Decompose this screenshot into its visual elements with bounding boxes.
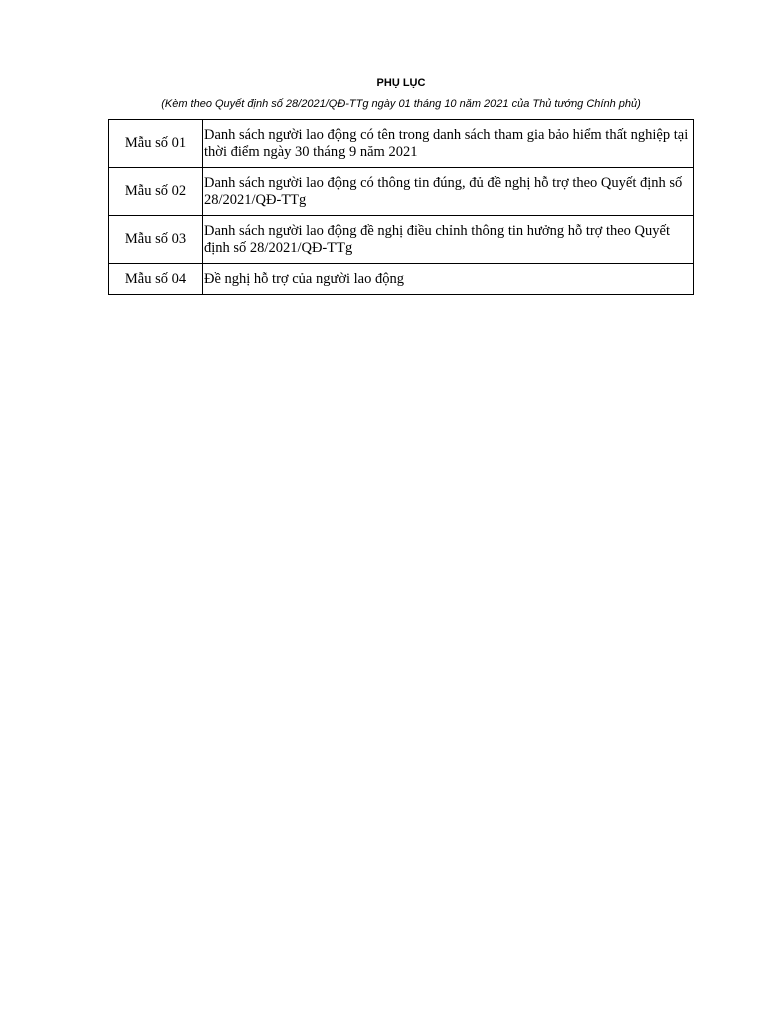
form-description-cell: Danh sách người lao động có tên trong danh sách tham gia bảo hiểm thất nghiệp tại thời điểm ngày 30 tháng 9 năm 2021 — [203, 120, 694, 168]
table-row — [109, 120, 694, 168]
forms-table — [108, 119, 694, 295]
form-code-cell: Mẫu số 04 — [109, 264, 203, 295]
form-description-cell: Danh sách người lao động có thông tin đúng, đủ đề nghị hỗ trợ theo Quyết định số 28/2021/QĐ-TTg — [203, 168, 694, 216]
table-row — [109, 168, 694, 216]
form-code-cell: Mẫu số 01 — [109, 120, 203, 168]
form-description-cell: Danh sách người lao động đề nghị điều chỉnh thông tin hưởng hỗ trợ theo Quyết định số 28/2021/QĐ-TTg — [203, 216, 694, 264]
form-description-cell: Đề nghị hỗ trợ của người lao động — [203, 264, 694, 295]
form-code-cell: Mẫu số 03 — [109, 216, 203, 264]
table-row — [109, 264, 694, 295]
table-row — [109, 216, 694, 264]
page-subtitle: (Kèm theo Quyết định số 28/2021/QĐ-TTg ngày 01 tháng 10 năm 2021 của Thủ tướng Chính phủ) — [161, 98, 641, 110]
form-code-cell: Mẫu số 02 — [109, 168, 203, 216]
page-title: PHỤ LỤC — [376, 77, 426, 89]
